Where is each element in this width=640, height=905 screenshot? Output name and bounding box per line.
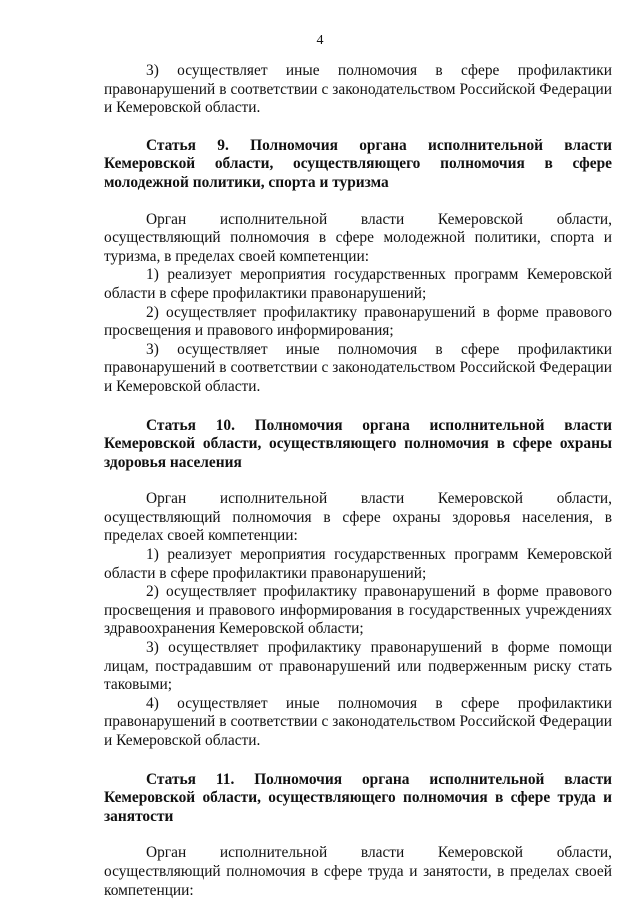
article-11: [104, 771, 612, 901]
article-10: [104, 417, 612, 751]
document-body: [104, 62, 612, 900]
list-item: 1) реализует мероприятия государственных программ Кемеровской области в сфере профилактики правонарушений;: [104, 266, 612, 302]
list-item: 3) осуществляет профилактику правонарушений в форме помощи лицам, пострадавшим от правонарушений или подверженным риску стать таковыми;: [104, 639, 612, 694]
top-paragraph: 3) осуществляет иные полномочия в сфере профилактики правонарушений в соответствии с законодательством Российской Федерации и Кемеровской области.: [104, 62, 612, 117]
list-item: 2) осуществляет профилактику правонарушений в форме правового просвещения и правового информирования;: [104, 303, 612, 340]
list-item: 3) осуществляет иные полномочия в сфере профилактики правонарушений в соответствии с законодательством Российской Федерации и Кемеровской области.: [104, 340, 612, 395]
list-item: 4) осуществляет иные полномочия в сфере профилактики правонарушений в соответствии с законодательством Российской Федерации и Кемеровской области.: [104, 694, 612, 749]
page-number: 4: [316, 33, 324, 48]
article-intro: Орган исполнительной власти Кемеровской области, осуществляющий полномочия в сфере труда и занятости, в пределах своей компетенции:: [104, 844, 612, 899]
article-heading: Статья 9. Полномочия органа исполнительной власти Кемеровской области, осуществляющего полномочия в сфере молодежной политики, спорта и туризма: [104, 136, 612, 191]
article-intro: Орган исполнительной власти Кемеровской области, осуществляющий полномочия в сфере охраны здоровья населения, в пределах своей компетенции:: [104, 490, 612, 545]
article-heading: Статья 11. Полномочия органа исполнительной власти Кемеровской области, осуществляющего полномочия в сфере труда и занятости: [104, 770, 612, 825]
article-9: [104, 137, 612, 397]
list-item: 1) реализует мероприятия государственных программ Кемеровской области в сфере профилактики правонарушений;: [104, 546, 612, 582]
list-item: 2) осуществляет профилактику правонарушений в форме правового просвещения и правового информирования в государственных учреждениях здравоохранения Кемеровской области;: [104, 583, 612, 638]
article-heading: Статья 10. Полномочия органа исполнительной власти Кемеровской области, осуществляющего полномочия в сфере охраны здоровья населения: [104, 416, 612, 471]
article-intro: Орган исполнительной власти Кемеровской области, осуществляющий полномочия в сфере молодежной политики, спорта и туризма, в пределах своей компетенции:: [104, 210, 612, 265]
